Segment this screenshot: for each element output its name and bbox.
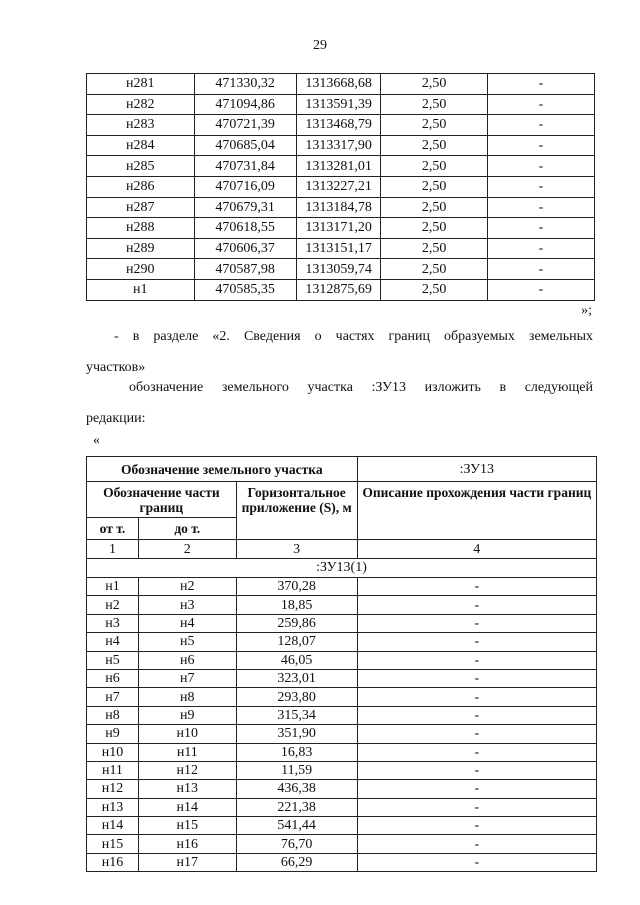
segment-cell: - bbox=[357, 761, 596, 779]
segment-cell: - bbox=[357, 798, 596, 816]
coordinate-cell: 1313668,68 bbox=[296, 74, 381, 95]
segment-cell: н13 bbox=[87, 798, 139, 816]
coordinate-cell: 2,50 bbox=[381, 197, 487, 218]
segment-cell: 541,44 bbox=[236, 817, 357, 835]
coordinate-cell: 1313151,17 bbox=[296, 238, 381, 259]
coordinate-row bbox=[87, 218, 595, 239]
segment-cell: 315,34 bbox=[236, 706, 357, 724]
coordinate-cell: 471094,86 bbox=[194, 94, 296, 115]
segment-row bbox=[87, 761, 597, 779]
segment-cell: н12 bbox=[138, 761, 236, 779]
coordinate-cell: н290 bbox=[87, 259, 195, 280]
coordinate-cell: 2,50 bbox=[381, 94, 487, 115]
segment-cell: - bbox=[357, 596, 596, 614]
segment-row bbox=[87, 633, 597, 651]
coordinate-row bbox=[87, 156, 595, 177]
paragraph-section-reference bbox=[86, 328, 593, 377]
coordinate-cell: 470618,55 bbox=[194, 218, 296, 239]
coordinate-cell: 1313059,74 bbox=[296, 259, 381, 280]
coordinate-cell: н286 bbox=[87, 176, 195, 197]
segment-row bbox=[87, 578, 597, 596]
segment-cell: - bbox=[357, 633, 596, 651]
coordinate-cell: - bbox=[487, 135, 594, 156]
segment-cell: 16,83 bbox=[236, 743, 357, 761]
parcel-value-cell: :ЗУ13 bbox=[357, 457, 596, 482]
segment-cell: н8 bbox=[138, 688, 236, 706]
segment-row bbox=[87, 614, 597, 632]
segment-cell: н17 bbox=[138, 853, 236, 871]
coordinate-cell: 1313591,39 bbox=[296, 94, 381, 115]
coordinate-cell: - bbox=[487, 259, 594, 280]
coordinate-row bbox=[87, 135, 595, 156]
coordinate-cell: 471330,32 bbox=[194, 74, 296, 95]
segment-row bbox=[87, 853, 597, 871]
segment-row bbox=[87, 798, 597, 816]
coordinate-row bbox=[87, 94, 595, 115]
segment-cell: н7 bbox=[87, 688, 139, 706]
paragraph-line: участков» bbox=[86, 360, 146, 375]
coordinate-cell: н282 bbox=[87, 94, 195, 115]
segment-cell: - bbox=[357, 578, 596, 596]
segment-cell: н5 bbox=[138, 633, 236, 651]
segment-cell: н8 bbox=[87, 706, 139, 724]
segment-cell: - bbox=[357, 853, 596, 871]
segment-cell: н3 bbox=[138, 596, 236, 614]
segment-row bbox=[87, 725, 597, 743]
segment-cell: н14 bbox=[138, 798, 236, 816]
coordinate-cell: н288 bbox=[87, 218, 195, 239]
coordinate-cell: 2,50 bbox=[381, 135, 487, 156]
column-number: 2 bbox=[138, 540, 236, 559]
coordinate-row bbox=[87, 279, 595, 300]
coordinate-row bbox=[87, 238, 595, 259]
coordinate-cell: 2,50 bbox=[381, 218, 487, 239]
coordinate-cell: н289 bbox=[87, 238, 195, 259]
section-title: :ЗУ13(1) bbox=[87, 559, 597, 578]
coordinate-cell: - bbox=[487, 279, 594, 300]
segment-cell: 76,70 bbox=[236, 835, 357, 853]
coordinate-row bbox=[87, 259, 595, 280]
coordinate-cell: 470685,04 bbox=[194, 135, 296, 156]
boundary-segments-table bbox=[86, 456, 597, 872]
coordinate-cell: 1313227,21 bbox=[296, 176, 381, 197]
coordinate-cell: - bbox=[487, 156, 594, 177]
segment-cell: 436,38 bbox=[236, 780, 357, 798]
segment-cell: 221,38 bbox=[236, 798, 357, 816]
segment-cell: 128,07 bbox=[236, 633, 357, 651]
segment-row bbox=[87, 706, 597, 724]
segment-cell: н16 bbox=[138, 835, 236, 853]
segment-row bbox=[87, 743, 597, 761]
segment-cell: 351,90 bbox=[236, 725, 357, 743]
coordinate-cell: 2,50 bbox=[381, 279, 487, 300]
segment-cell: н15 bbox=[87, 835, 139, 853]
coordinate-cell: 470731,84 bbox=[194, 156, 296, 177]
segment-row bbox=[87, 817, 597, 835]
segment-cell: н11 bbox=[87, 761, 139, 779]
paragraph-parcel-instruction bbox=[86, 379, 593, 428]
coordinate-cell: 2,50 bbox=[381, 115, 487, 136]
to-point-header: до т. bbox=[138, 518, 236, 540]
coordinate-cell: - bbox=[487, 238, 594, 259]
segment-cell: н2 bbox=[138, 578, 236, 596]
segment-cell: н12 bbox=[87, 780, 139, 798]
segment-cell: - bbox=[357, 669, 596, 687]
segment-cell: 66,29 bbox=[236, 853, 357, 871]
segment-cell: - bbox=[357, 743, 596, 761]
segment-cell: - bbox=[357, 817, 596, 835]
segment-cell: н2 bbox=[87, 596, 139, 614]
coordinates-table bbox=[86, 73, 595, 301]
segment-cell: н4 bbox=[87, 633, 139, 651]
segment-cell: н9 bbox=[87, 725, 139, 743]
coordinate-row bbox=[87, 74, 595, 95]
segment-row bbox=[87, 596, 597, 614]
segment-cell: - bbox=[357, 614, 596, 632]
segment-cell: - bbox=[357, 725, 596, 743]
segment-cell: н16 bbox=[87, 853, 139, 871]
segments-table-header bbox=[87, 457, 597, 578]
segment-cell: н10 bbox=[87, 743, 139, 761]
coordinate-cell: 1313184,78 bbox=[296, 197, 381, 218]
coordinate-cell: 470585,35 bbox=[194, 279, 296, 300]
segment-cell: н9 bbox=[138, 706, 236, 724]
horizontal-length-header: Горизонтальное приложение (S), м bbox=[236, 482, 357, 540]
parcel-label-header: Обозначение земельного участка bbox=[87, 457, 358, 482]
paragraph-line: обозначение земельного участка :ЗУ13 изложить в следующей bbox=[129, 380, 593, 395]
segment-cell: - bbox=[357, 688, 596, 706]
coordinate-cell: - bbox=[487, 218, 594, 239]
coordinate-cell: 2,50 bbox=[381, 156, 487, 177]
segment-cell: н13 bbox=[138, 780, 236, 798]
coordinate-row bbox=[87, 197, 595, 218]
description-header: Описание прохождения части границ bbox=[357, 482, 596, 540]
segment-cell: н7 bbox=[138, 669, 236, 687]
part-label-header: Обозначение части границ bbox=[87, 482, 237, 518]
coordinate-cell: 2,50 bbox=[381, 259, 487, 280]
coordinate-cell: 1313468,79 bbox=[296, 115, 381, 136]
coordinate-cell: 470606,37 bbox=[194, 238, 296, 259]
segment-cell: 293,80 bbox=[236, 688, 357, 706]
segment-row bbox=[87, 651, 597, 669]
opening-quote: « bbox=[93, 433, 100, 448]
segment-cell: н1 bbox=[87, 578, 139, 596]
coordinate-cell: н284 bbox=[87, 135, 195, 156]
from-point-header: от т. bbox=[87, 518, 139, 540]
segment-cell: 46,05 bbox=[236, 651, 357, 669]
coordinate-cell: 1313171,20 bbox=[296, 218, 381, 239]
coordinate-cell: н1 bbox=[87, 279, 195, 300]
closing-quote: »; bbox=[581, 303, 592, 318]
segment-cell: - bbox=[357, 780, 596, 798]
coordinate-cell: - bbox=[487, 176, 594, 197]
segment-cell: - bbox=[357, 651, 596, 669]
segment-cell: 259,86 bbox=[236, 614, 357, 632]
coordinate-cell: н283 bbox=[87, 115, 195, 136]
segment-cell: н3 bbox=[87, 614, 139, 632]
segment-cell: н15 bbox=[138, 817, 236, 835]
coordinate-cell: 470716,09 bbox=[194, 176, 296, 197]
coordinate-cell: - bbox=[487, 115, 594, 136]
segment-row bbox=[87, 835, 597, 853]
segment-cell: н5 bbox=[87, 651, 139, 669]
coordinate-cell: 470679,31 bbox=[194, 197, 296, 218]
coordinate-row bbox=[87, 115, 595, 136]
coordinates-table-body bbox=[87, 74, 595, 301]
segment-cell: 18,85 bbox=[236, 596, 357, 614]
coordinate-cell: - bbox=[487, 94, 594, 115]
coordinate-row bbox=[87, 176, 595, 197]
segment-cell: н6 bbox=[87, 669, 139, 687]
segment-cell: н10 bbox=[138, 725, 236, 743]
segment-row bbox=[87, 669, 597, 687]
coordinate-cell: 2,50 bbox=[381, 176, 487, 197]
column-number: 4 bbox=[357, 540, 596, 559]
coordinate-cell: 1312875,69 bbox=[296, 279, 381, 300]
coordinate-cell: н287 bbox=[87, 197, 195, 218]
coordinate-cell: 470587,98 bbox=[194, 259, 296, 280]
coordinate-cell: 2,50 bbox=[381, 238, 487, 259]
coordinate-cell: 2,50 bbox=[381, 74, 487, 95]
coordinate-cell: н281 bbox=[87, 74, 195, 95]
page-number: 29 bbox=[313, 38, 327, 53]
segment-cell: 370,28 bbox=[236, 578, 357, 596]
segment-cell: н4 bbox=[138, 614, 236, 632]
coordinate-cell: 1313281,01 bbox=[296, 156, 381, 177]
coordinate-cell: - bbox=[487, 74, 594, 95]
coordinate-cell: - bbox=[487, 197, 594, 218]
segments-table-body bbox=[87, 578, 597, 872]
coordinate-cell: 470721,39 bbox=[194, 115, 296, 136]
segment-cell: - bbox=[357, 835, 596, 853]
segment-cell: - bbox=[357, 706, 596, 724]
column-number: 1 bbox=[87, 540, 139, 559]
segment-row bbox=[87, 780, 597, 798]
segment-cell: н14 bbox=[87, 817, 139, 835]
segment-cell: н11 bbox=[138, 743, 236, 761]
paragraph-line: - в разделе «2. Сведения о частях границ образуемых земельных bbox=[114, 329, 593, 344]
segment-cell: н6 bbox=[138, 651, 236, 669]
segment-cell: 11,59 bbox=[236, 761, 357, 779]
segment-row bbox=[87, 688, 597, 706]
column-number: 3 bbox=[236, 540, 357, 559]
coordinate-cell: 1313317,90 bbox=[296, 135, 381, 156]
segment-cell: 323,01 bbox=[236, 669, 357, 687]
coordinate-cell: н285 bbox=[87, 156, 195, 177]
paragraph-line: редакции: bbox=[86, 411, 146, 426]
